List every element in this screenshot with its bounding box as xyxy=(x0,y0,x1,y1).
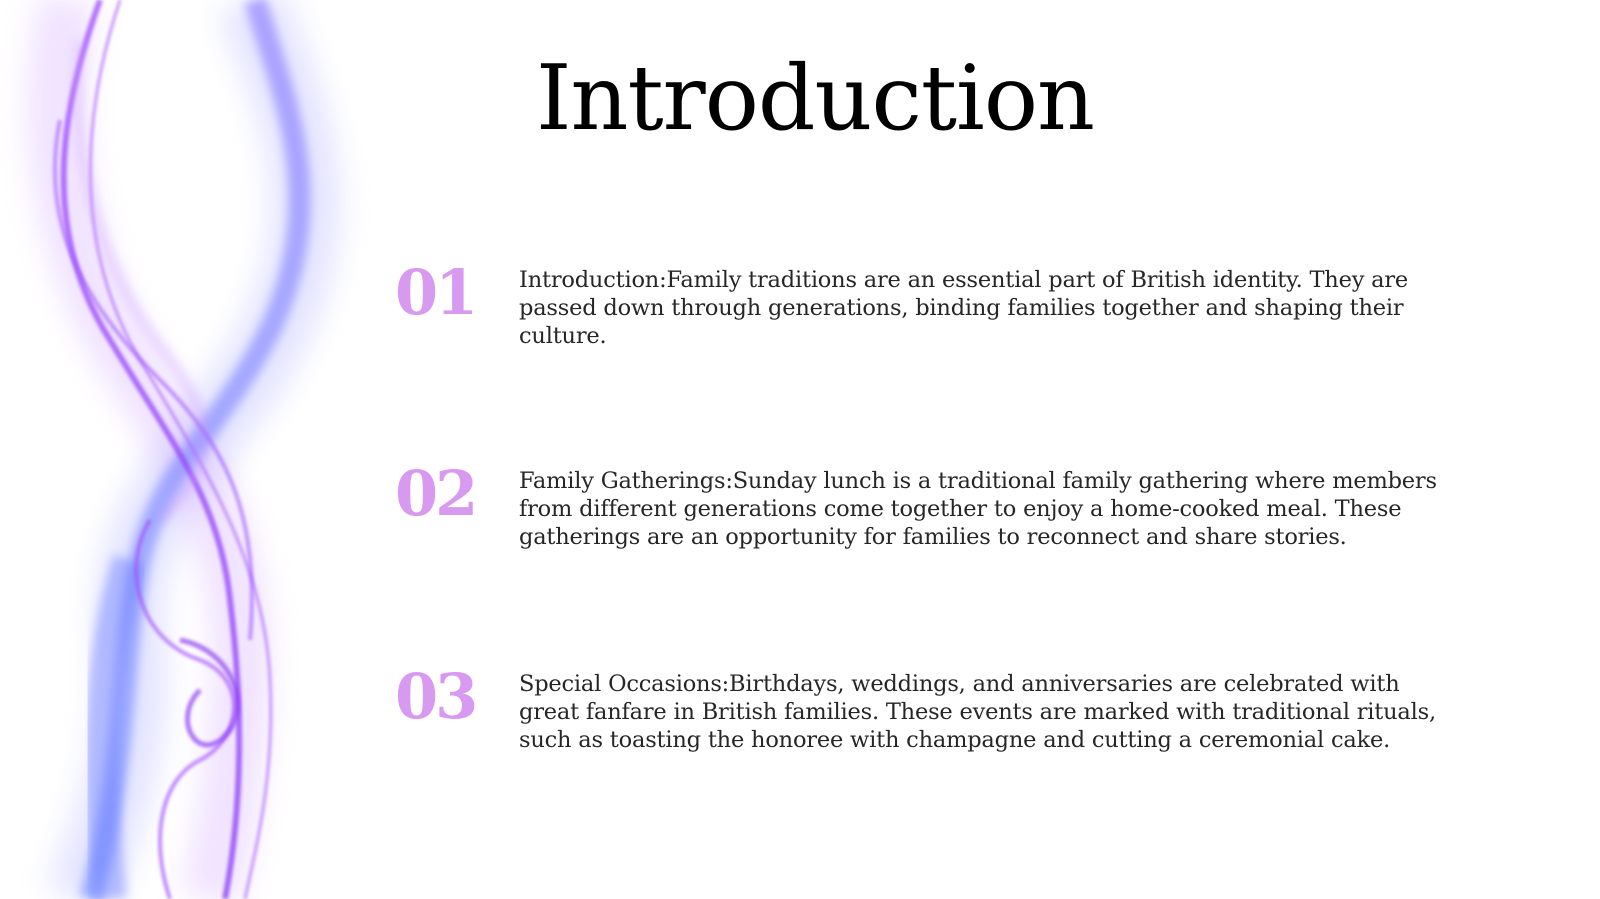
page-title: Introduction xyxy=(536,46,1094,151)
list-item xyxy=(395,662,1465,762)
list-item xyxy=(395,258,1465,358)
item-text: Family Gatherings:Sunday lunch is a traditional family gathering where members from different generations come together to enjoy a home-cooked meal. These gatherings are an opportunity for families to reconnect and share stories. xyxy=(519,468,1437,550)
item-number: 03 xyxy=(395,660,476,733)
item-number: 01 xyxy=(395,256,476,329)
item-number: 02 xyxy=(395,457,476,530)
item-text: Special Occasions:Birthdays, weddings, and anniversaries are celebrated with great fanfare in British families. These events are marked with traditional rituals, such as toasting the honoree with champagne and cutting a ceremonial cake. xyxy=(519,671,1436,753)
purple-smoke-wave-decoration xyxy=(0,0,380,899)
item-text: Introduction:Family traditions are an essential part of British identity. They are passed down through generations, binding families together and shaping their culture. xyxy=(519,267,1409,349)
list-item xyxy=(395,459,1465,559)
